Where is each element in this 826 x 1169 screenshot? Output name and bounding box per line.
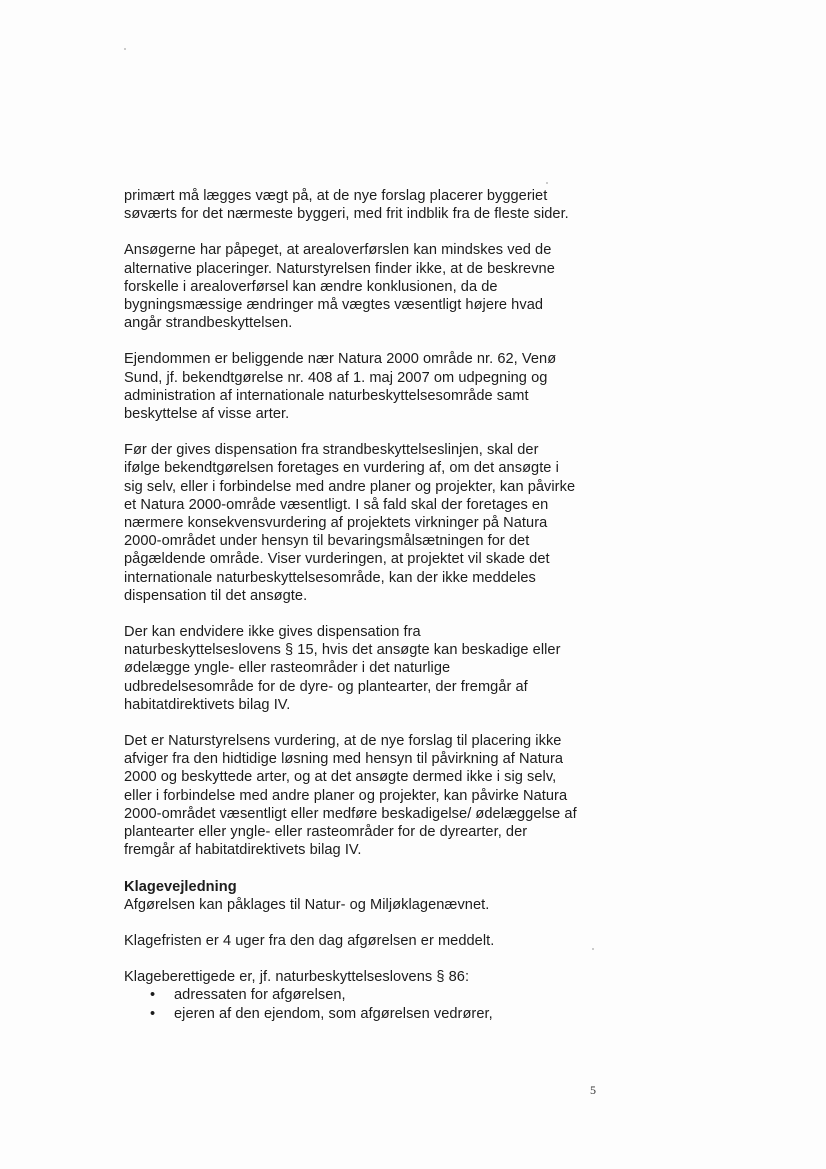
list-item-text: ejeren af den ejendom, som afgørelsen vedrører, — [174, 1005, 493, 1022]
complaint-eligibility-intro: Klageberettigede er, jf. naturbeskyttelseslovens § 86: — [124, 969, 470, 986]
eligibility-list — [124, 986, 604, 1022]
section-heading: Klagevejledning — [124, 878, 237, 895]
paragraph: Ejendommen er beliggende nær Natura 2000 område nr. 62, Venø Sund, jf. bekendtgørelse nr. 408 af 1. maj 2007 om udpegning og administration af internationale naturbeskyttelsesområde samt beskyttelse af visse arter. — [124, 351, 557, 423]
paragraph: Det er Naturstyrelsens vurdering, at de nye forslag til placering ikke afviger fra den hidtidige løsning med hensyn til påvirkning af Natura 2000 og beskyttede arter, og at det ansøgte dermed ikke i sig selv, eller i forbindelse med andre planer og projekter, kan påvirke Natura 2000-området væsentligt eller medføre beskadigelse/ ødelæggelse af plantearter eller yngle- eller rasteområder for de dyrearter, der fremgår af habitatdirektivets bilag IV. — [124, 733, 577, 859]
bullet-icon: • — [150, 1005, 156, 1022]
paragraph: Ansøgerne har påpeget, at arealoverførslen kan mindskes ved de alternative placeringer. Naturstyrelsen finder ikke, at de beskrevne forskelle i arealoverførsel kan ændre konklusionen, da de bygningsmæssige ændringer må vægtes væsentligt højere hvad angår strandbeskyttelsen. — [124, 242, 555, 332]
scan-speck — [124, 48, 126, 50]
paragraph: Der kan endvidere ikke gives dispensation fra naturbeskyttelseslovens § 15, hvis det ansøgte kan beskadige eller ødelægge yngle- eller rasteområder i det naturlige udbredelsesområde for de dyre- og plantearter, der fremgår af habitatdirektivets bilag IV. — [124, 624, 561, 713]
paragraph: Før der gives dispensation fra strandbeskyttelseslinjen, skal der ifølge bekendtgørelsen foretages en vurdering af, om det ansøgte i sig selv, eller i forbindelse med andre planer og projekter, kan påvirke et Natura 2000-område væsentligt. I så fald skal der foretages en nærmere konsekvensvurdering af projektets virkninger på Natura 2000-området under hensyn til bevaringsmålsætningen for det pågældende område. Viser vurderingen, at projektet vil skade det internationale naturbeskyttelsesområde, kan der ikke meddeles dispensation til det ansøgte. — [124, 442, 576, 604]
scan-speck — [546, 182, 548, 184]
page-number: 5 — [590, 1083, 596, 1097]
complaint-section — [124, 878, 604, 1023]
bullet-icon: • — [150, 987, 156, 1004]
list-item-text: adressaten for afgørelsen, — [174, 987, 346, 1004]
paragraph: primært må lægges vægt på, at de nye forslag placerer byggeriet søværts for det nærmeste byggeri, med frit indblik fra de fleste sider. — [124, 188, 569, 223]
list-item — [150, 1005, 604, 1023]
list-item — [150, 986, 604, 1004]
document-body — [124, 187, 604, 1023]
complaint-deadline: Klagefristen er 4 uger fra den dag afgørelsen er meddelt. — [124, 932, 495, 949]
complaint-body-line: Afgørelsen kan påklages til Natur- og Miljøklagenævnet. — [124, 896, 490, 913]
